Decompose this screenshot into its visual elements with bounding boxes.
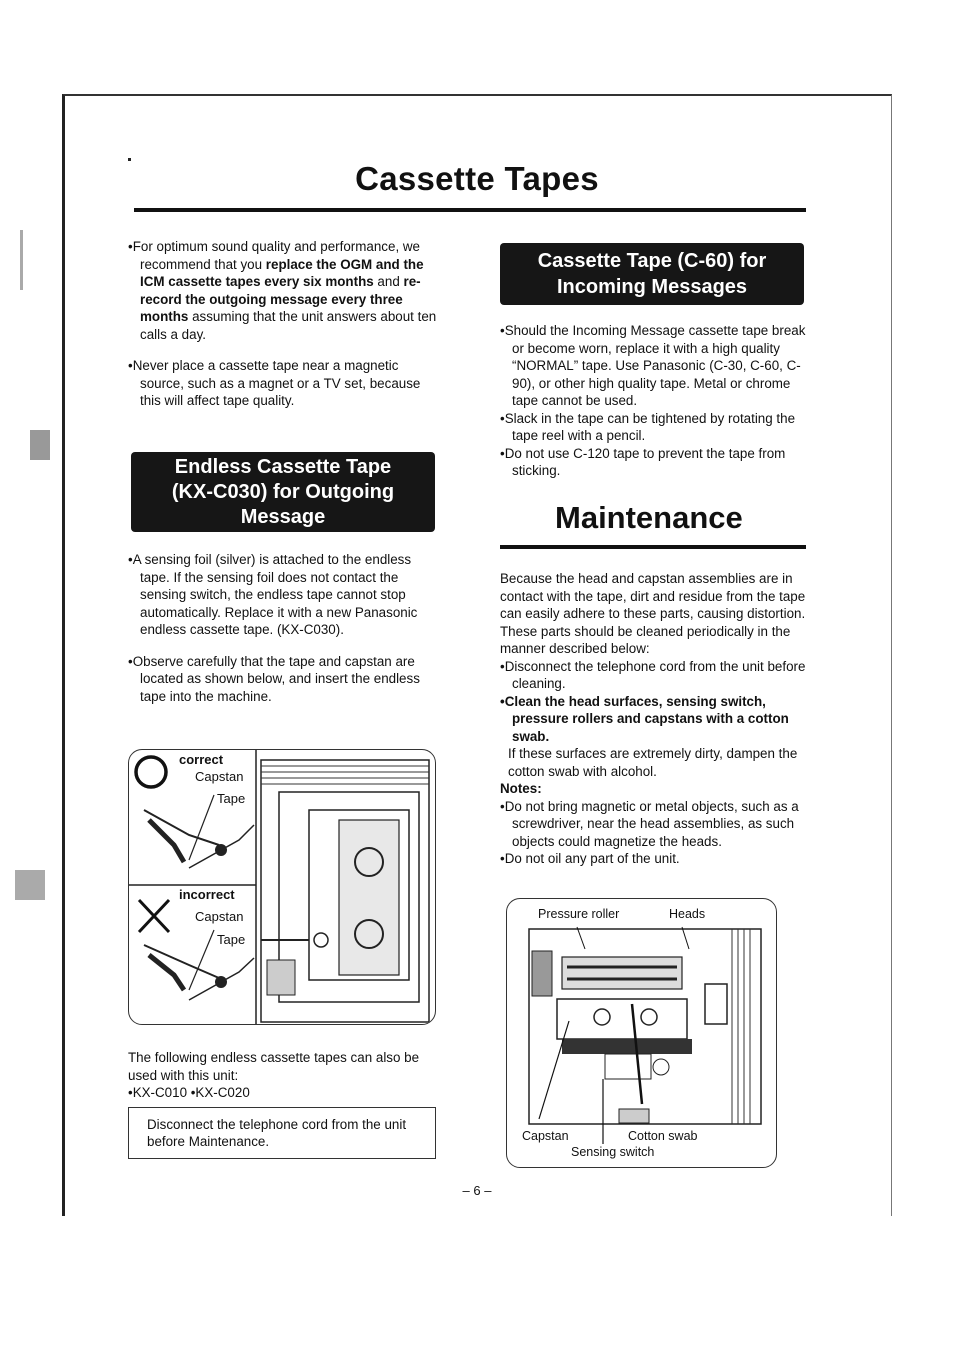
endless-bullets [128, 551, 428, 719]
dirty-note: If these surfaces are extremely dirty, dampen the cotton swab with alcohol. [508, 746, 798, 779]
bullet-sensing-foil: •A sensing foil (silver) is attached to the endless tape. If the sensing foil does not contact the sensing switch, the endless tape cannot stop automatically. Replace it with a new Panasonic endless cassette tape. (KX-C030). [128, 552, 418, 637]
bullet-c120: •Do not use C-120 tape to prevent the tape from sticking. [500, 445, 786, 478]
scan-speck [20, 230, 23, 290]
bullet-observe: •Observe carefully that the tape and capstan are located as shown below, and insert the endless tape into the machine. [128, 653, 420, 704]
scan-speck [15, 870, 45, 900]
left-intro [128, 238, 440, 424]
sensing-switch-label: Sensing switch [571, 1145, 655, 1159]
also-used-models: •KX-C010 •KX-C020 [128, 1085, 250, 1100]
also-used-text: The following endless cassette tapes can also be used with this unit: [128, 1050, 420, 1083]
bullet-magnet: •Never place a cassette tape near a magnetic source, such as a magnet or a TV set, because this will affect tape quality. [128, 358, 421, 408]
maintenance-body [500, 570, 806, 868]
c60-tape-banner: Cassette Tape (C-60) for Incoming Messages [500, 243, 804, 305]
disconnect-notice: Disconnect the telephone cord from the unit before Maintenance. [128, 1107, 436, 1159]
maintenance-heading: Maintenance [555, 500, 743, 535]
tape-position-drawing [129, 750, 435, 1024]
title-rule [134, 208, 806, 212]
bullet-disconnect: •Disconnect the telephone cord from the unit before cleaning. [500, 658, 806, 691]
note-oil: •Do not oil any part of the unit. [500, 851, 680, 866]
incorrect-label: incorrect [179, 887, 235, 902]
c60-bullets [500, 322, 806, 480]
page-title: Cassette Tapes [355, 160, 599, 197]
head-cleaning-figure [506, 898, 777, 1168]
tape-position-figure [128, 749, 436, 1025]
head-assembly-drawing [507, 899, 776, 1167]
endless-tape-banner: Endless Cassette Tape (KX-C030) for Outgoing Message [131, 452, 435, 532]
also-used [128, 1049, 438, 1102]
capstan-label: Capstan [522, 1129, 569, 1143]
bullet-slack: •Slack in the tape can be tightened by rotating the tape reel with a pencil. [500, 410, 796, 443]
page-number: – 6 – [462, 1183, 492, 1198]
pressure-roller-label: Pressure roller [538, 907, 620, 921]
correct-label: correct [179, 752, 224, 767]
bullet-clean: •Clean the head surfaces, sensing switch, pressure rollers and capstans with a cotton swab. [500, 693, 789, 744]
maintenance-intro: Because the head and capstan assemblies are in contact with the tape, dirt and residue from the tape can easily adhere to these parts, causing distortion. These parts should be cleaned periodically in the manner described below: [500, 571, 806, 656]
scan-speck [30, 430, 50, 460]
tape-label-correct: Tape [217, 791, 246, 806]
maintenance-rule [500, 545, 806, 549]
note-magnetic: •Do not bring magnetic or metal objects, such as a screwdriver, near the head assemblies, as such objects could magnetize the heads. [500, 798, 799, 849]
notes-label: Notes: [500, 781, 542, 796]
tape-label-incorrect: Tape [217, 932, 246, 947]
cotton-swab-label: Cotton swab [628, 1129, 698, 1143]
bullet-ogm-replace: •For optimum sound quality and performance, we recommend that you replace the OGM and the ICM cassette tapes every six months and re-record the outgoing message every three months assuming that the unit answers about ten calls a day. [128, 239, 437, 342]
capstan-label-correct: Capstan [195, 769, 244, 784]
bullet-icm-replace: •Should the Incoming Message cassette tape break or become worn, replace it with a high quality “NORMAL” tape. Use Panasonic (C-30, C-60, C-90), or other high quality tape. Metal or chrome tape cannot be used. [500, 323, 806, 408]
capstan-label-incorrect: Capstan [195, 909, 244, 924]
heads-label: Heads [669, 907, 706, 921]
